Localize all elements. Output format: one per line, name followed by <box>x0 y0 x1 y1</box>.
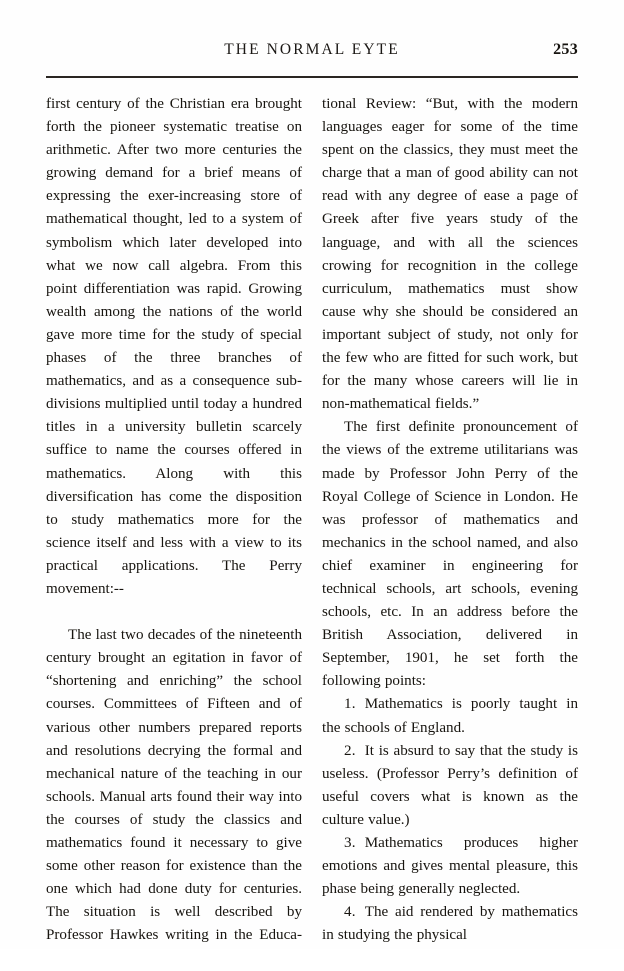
point-number-1: 1. <box>344 696 356 713</box>
point-text-1: Mathematics is poorly taught in the schools of England. <box>322 696 578 736</box>
paragraph-mathematics-history: first century of the Christian era brought forth the pioneer systematic treatise on arithmetic. After two more centuries the growing demand for a brief means of expressing the exer-increasing store of mathematical thought, led to a system of symbolism which later developed into what we now call algebra. From this point differentiation was rapid. Growing wealth among the nations of the world gave more time for the study of special phases of the three branches of mathematics, and as a consequence sub-divisions multiplied until today a hundred titles in a university bulletin scarcely suffice to name the courses offered in mathematics. Along with this diversification has come the disposition to study mathematics more for the science itself and less with a view to its practical applications. The Perry movement:-- <box>46 96 302 597</box>
right-column <box>322 93 578 944</box>
paragraph-john-perry: The first definite pronouncement of the views of the extreme utilitarians was made by Professor John Perry of the Royal College of Science in London. He was professor of mathematics and mechanics in the school named, and also chief examiner in engineering for technical schools, art schools, evening schools, etc. In an address before the British Association, delivered in September, 1901, he set forth the following points: <box>322 419 578 690</box>
page-number: 253 <box>553 41 578 58</box>
left-column <box>46 93 302 944</box>
point-number-3: 3. <box>344 835 356 851</box>
point-number-2: 2. <box>344 742 356 759</box>
point-text-4: The aid rendered by mathematics in studying the physical <box>322 904 578 944</box>
point-text-3: Mathematics produces higher emotions and gives mental pleasure, this phase being generally neglected. <box>322 835 578 898</box>
paragraph-hawkes-quote: tional Review: “But, with the modern languages eager for some of the time spent on the classics, they must meet the charge that a man of good ability can not read with any degree of ease a page of Greek after five years study of the language, and with all the sciences crowing for recognition in the college curriculum, mathematics must show cause why she should be considered an important subject of study, not only for the few who are fitted for such work, but for the many whose careers will lie in non-mathematical fields.” <box>322 96 578 413</box>
running-head <box>46 41 578 67</box>
numbered-point-4 <box>322 901 578 947</box>
running-head-title: THE NORMAL EYTE <box>224 41 400 58</box>
point-text-2: It is absurd to say that the study is useless. (Professor Perry’s definition of useful covers what is known as the culture value.) <box>322 742 578 828</box>
point-number-4: 4. <box>344 904 356 921</box>
numbered-point-1 <box>322 693 578 739</box>
header-rule <box>46 76 578 78</box>
numbered-point-2 <box>322 740 578 832</box>
numbered-point-3 <box>322 832 578 901</box>
paragraph-perry-movement: The last two decades of the nineteenth century brought an egitation in favor of “shortening and enriching” the school courses. Committees of Fifteen and of various other numbers prepared reports and resolutions decrying the formal and mechanical nature of the teaching in our schools. Manual arts found their way into the courses of study the classics and mathematics found it necessary to give some other reason for existence than the one which had done duty for centuries. The situation is well described by Professor Hawkes writing in the Educa- <box>46 627 302 944</box>
body-columns <box>46 93 578 944</box>
